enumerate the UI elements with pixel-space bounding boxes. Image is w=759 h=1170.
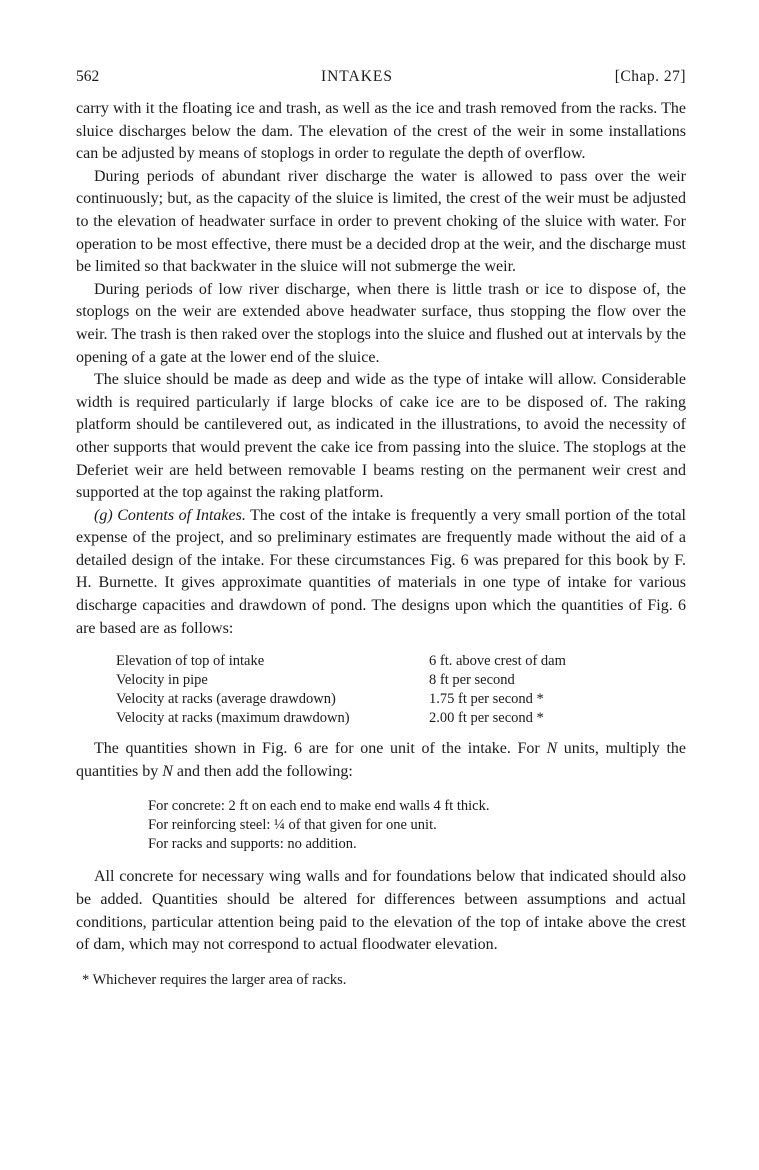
table-row <box>116 652 566 671</box>
table-row <box>116 709 566 728</box>
list-item: For concrete: 2 ft on each end to make end walls 4 ft thick. <box>148 798 490 815</box>
table-row <box>116 690 566 709</box>
text-run: units, multiply the quantities by <box>76 740 687 780</box>
text-run: and then add the following: <box>172 762 353 780</box>
spec-value: 6 ft. above crest of dam <box>429 653 566 670</box>
spec-item: Velocity at racks (average drawdown) <box>116 691 336 708</box>
section-heading: (g) Contents of Intakes. <box>94 506 246 524</box>
spec-item: Velocity at racks (maximum drawdown) <box>116 710 350 727</box>
variable-n: N <box>162 762 173 780</box>
footnote: * Whichever requires the larger area of racks. <box>82 971 347 988</box>
paragraph-n-units <box>76 738 686 783</box>
paragraph-low-discharge: During periods of low river discharge, when there is little trash or ice to dispose of, the stoplogs on the weir are extended above headwater surface, thus stopping the flow over the weir. The trash is then raked over the stoplogs into the sluice and flushed out at intervals by the opening of a gate at the lower end of the sluice. <box>76 280 686 366</box>
running-header <box>76 68 686 92</box>
list-item: For reinforcing steel: ¼ of that given for one unit. <box>148 817 437 834</box>
paragraph-abundant-discharge: During periods of abundant river discharge the water is allowed to pass over the weir continuously; but, as the capacity of the sluice is limited, the crest of the weir must be adjusted to the elevation of headwater surface in order to prevent choking of the sluice with water. For operation to be most effective, there must be a decided drop at the weir, and the discharge must be limited so that backwater in the sluice will not submerge the weir. <box>76 167 686 276</box>
spec-item: Elevation of top of intake <box>116 653 265 670</box>
paragraph-sluice-size: The sluice should be made as deep and wide as the type of intake will allow. Considerable width is required particularly if large blocks of cake ice are to be disposed of. The raking platform should be cantilevered out, as indicated in the illustrations, to avoid the necessity of other supports that would prevent the cake ice from passing into the sluice. The stoplogs at the Deferiet weir are held between removable I beams resting on the permanent weir crest and supported at the top against the raking platform. <box>76 371 686 502</box>
chapter-reference: [Chap. 27] <box>614 68 686 85</box>
list-item: For racks and supports: no addition. <box>148 836 357 853</box>
spec-value: 1.75 ft per second * <box>429 691 544 708</box>
spec-item: Velocity in pipe <box>116 672 208 689</box>
additions-list <box>148 797 686 854</box>
running-title: INTAKES <box>320 68 393 85</box>
table-row <box>116 671 566 690</box>
spec-value: 2.00 ft per second * <box>429 710 544 727</box>
paragraph-continuation: carry with it the floating ice and trash, as well as the ice and trash removed from the racks. The sluice discharges below the dam. The elevation of the crest of the weir in some installations can be adjusted by means of stoplogs in order to regulate the depth of overflow. <box>76 100 686 163</box>
text-run: The quantities shown in Fig. 6 are for one unit of the intake. For <box>94 740 547 758</box>
section-body: The cost of the intake is frequently a very small portion of the total expense of the project, and so preliminary estimates are frequently made without the aid of a detailed design of the intake. For these circumstances Fig. 6 was prepared for this book by F. H. Burnette. It gives approximate quantities of materials in one type of intake for various discharge capacities and drawdown of pond. The designs upon which the quantities of Fig. 6 are based are as follows: <box>76 506 686 637</box>
paragraph-contents-of-intakes <box>76 505 686 641</box>
page-content <box>76 68 686 990</box>
page-number: 562 <box>76 68 100 85</box>
paragraph-additional-concrete: All concrete for necessary wing walls and for foundations below that indicated should also be added. Quantities should be altered for differences between assumptions and actual conditions, particular attention being paid to the elevation of the top of intake above the crest of dam, which may not correspond to actual floodwater elevation. <box>76 868 686 954</box>
design-basis-table <box>116 652 566 728</box>
spec-value: 8 ft per second <box>429 672 515 689</box>
variable-n: N <box>546 740 558 758</box>
